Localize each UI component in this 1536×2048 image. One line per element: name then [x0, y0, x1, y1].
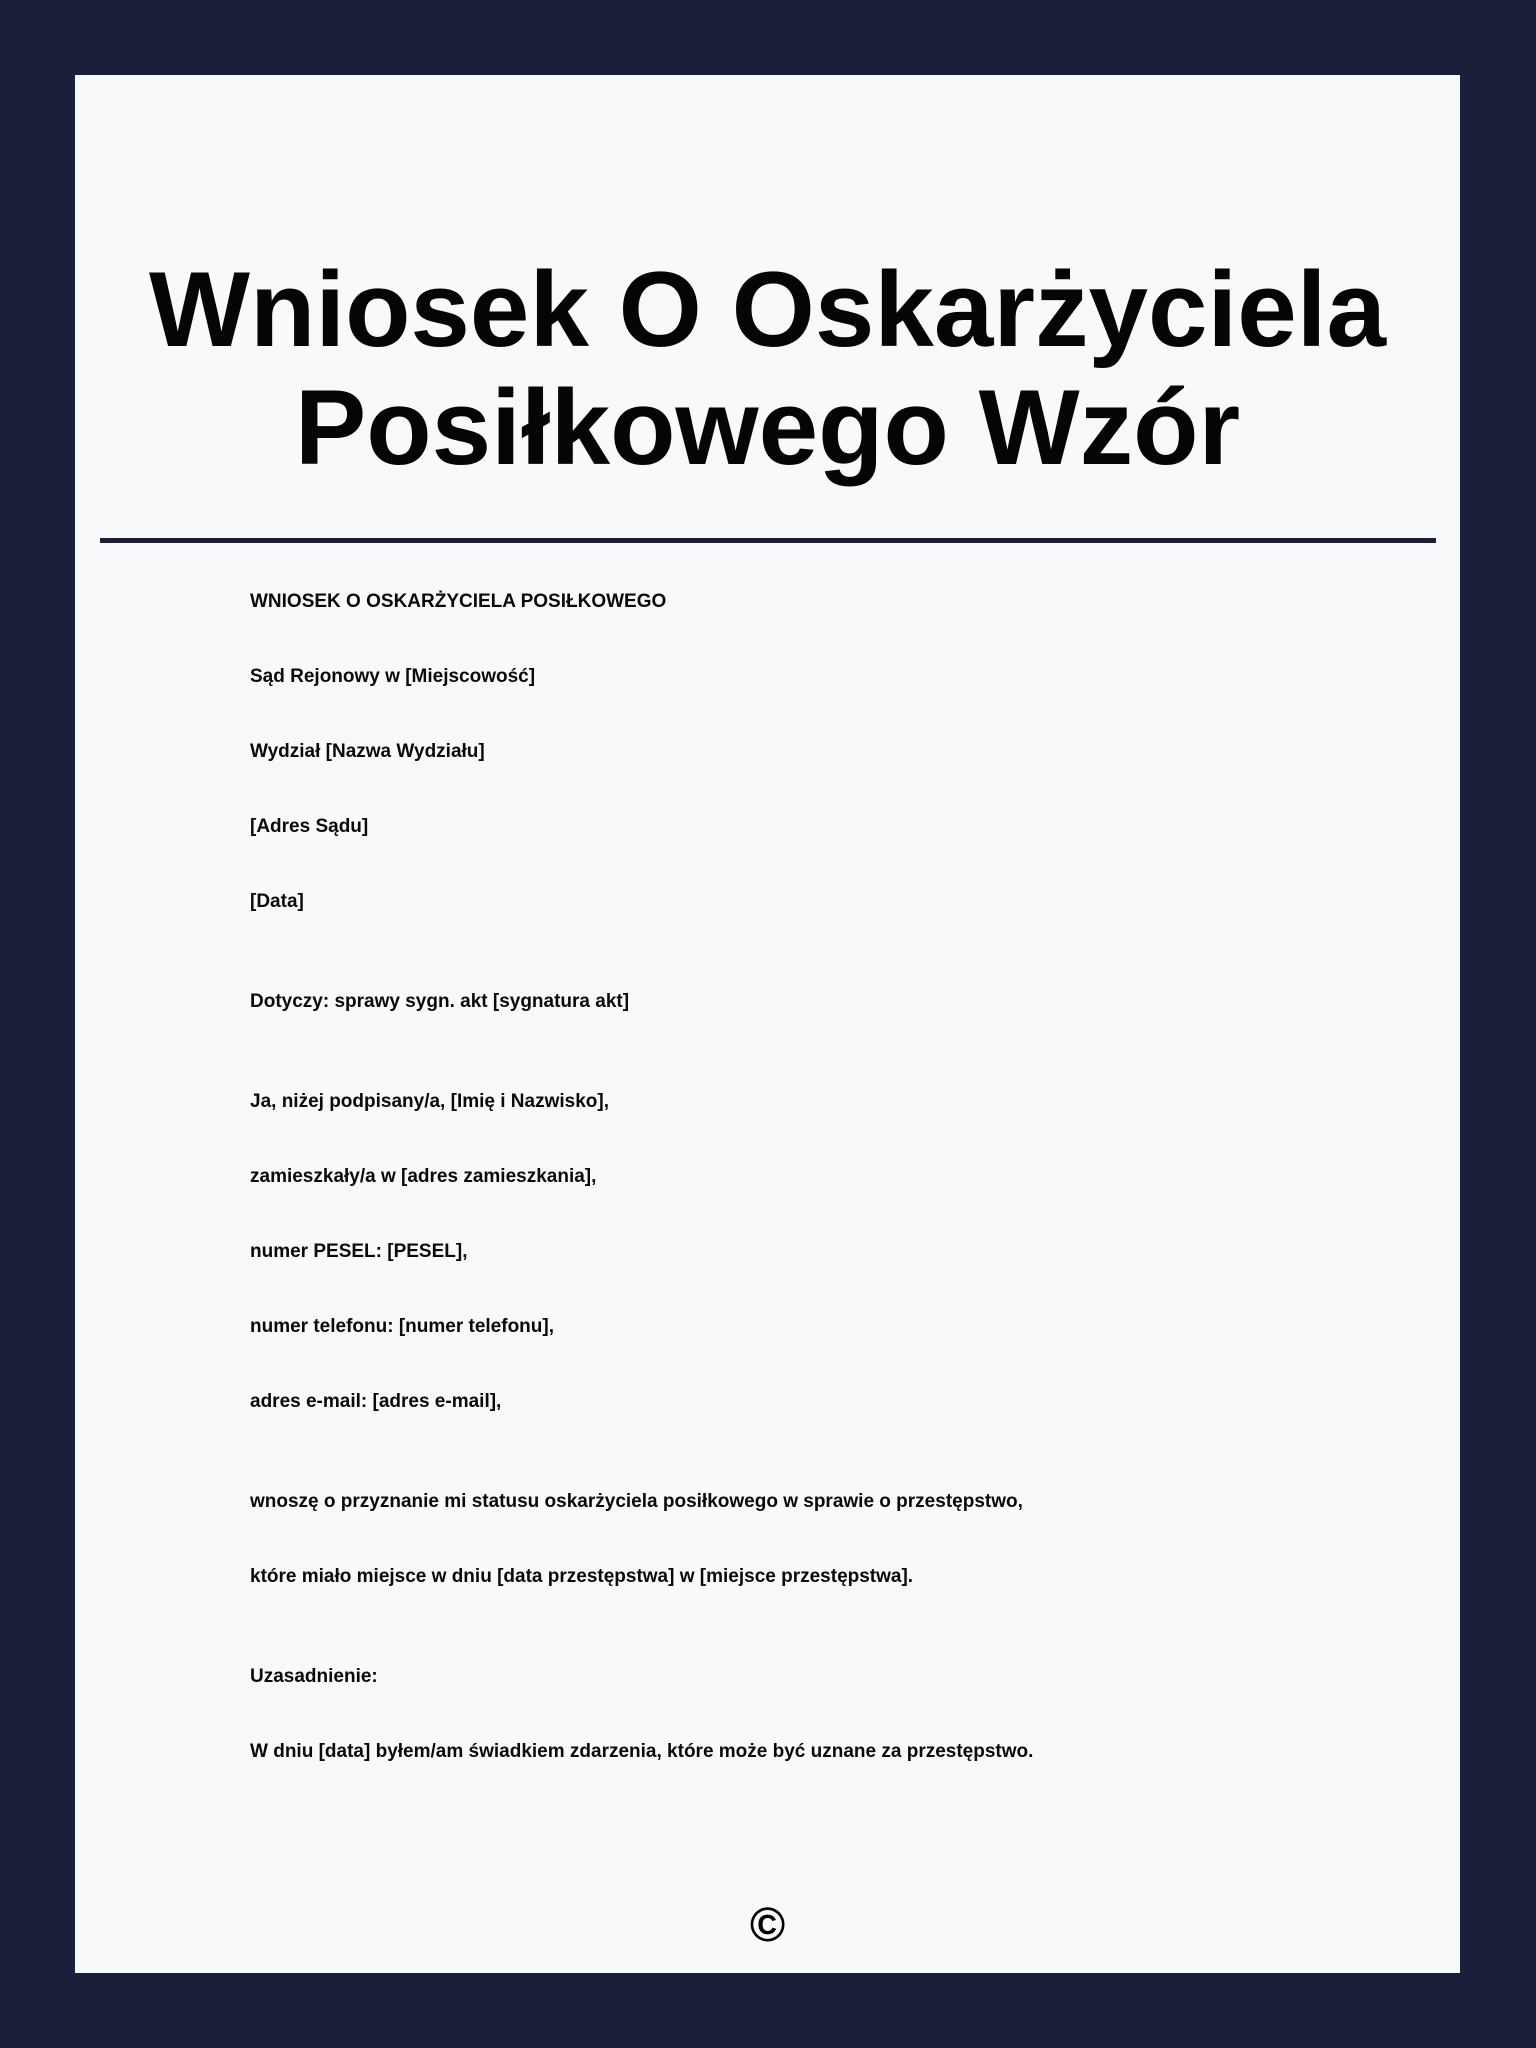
request-line-1: wnoszę o przyznanie mi statusu oskarżyciela posiłkowego w sprawie o przestępstwo, — [250, 1491, 1023, 1512]
applicant-phone-line: numer telefonu: [numer telefonu], — [250, 1316, 554, 1337]
form-heading: WNIOSEK O OSKARŻYCIELA POSIŁKOWEGO — [250, 591, 667, 612]
applicant-pesel-line: numer PESEL: [PESEL], — [250, 1241, 468, 1262]
document-title — [75, 250, 1460, 486]
justification-text: W dniu [data] byłem/am świadkiem zdarzenia, które może być uznane za przestępstwo. — [250, 1741, 1034, 1762]
title-divider — [100, 538, 1436, 543]
document-title-line-1: Wniosek O Oskarżyciela — [148, 249, 1387, 369]
applicant-name-line: Ja, niżej podpisany/a, [Imię i Nazwisko], — [250, 1091, 609, 1112]
date-line: [Data] — [250, 891, 304, 912]
copyright-icon: © — [749, 1899, 786, 1952]
document-title-line-2: Posiłkowego Wzór — [294, 367, 1241, 487]
document-page — [75, 75, 1460, 1973]
justification-heading: Uzasadnienie: — [250, 1666, 378, 1687]
court-address-line: [Adres Sądu] — [250, 816, 369, 837]
court-name-line: Sąd Rejonowy w [Miejscowość] — [250, 666, 536, 687]
court-division-line: Wydział [Nazwa Wydziału] — [250, 741, 485, 762]
case-reference-line: Dotyczy: sprawy sygn. akt [sygnatura akt] — [250, 991, 630, 1012]
request-line-2: które miało miejsce w dniu [data przestępstwa] w [miejsce przestępstwa]. — [250, 1566, 914, 1587]
applicant-address-line: zamieszkały/a w [adres zamieszkania], — [250, 1166, 597, 1187]
applicant-email-line: adres e-mail: [adres e-mail], — [250, 1391, 502, 1412]
